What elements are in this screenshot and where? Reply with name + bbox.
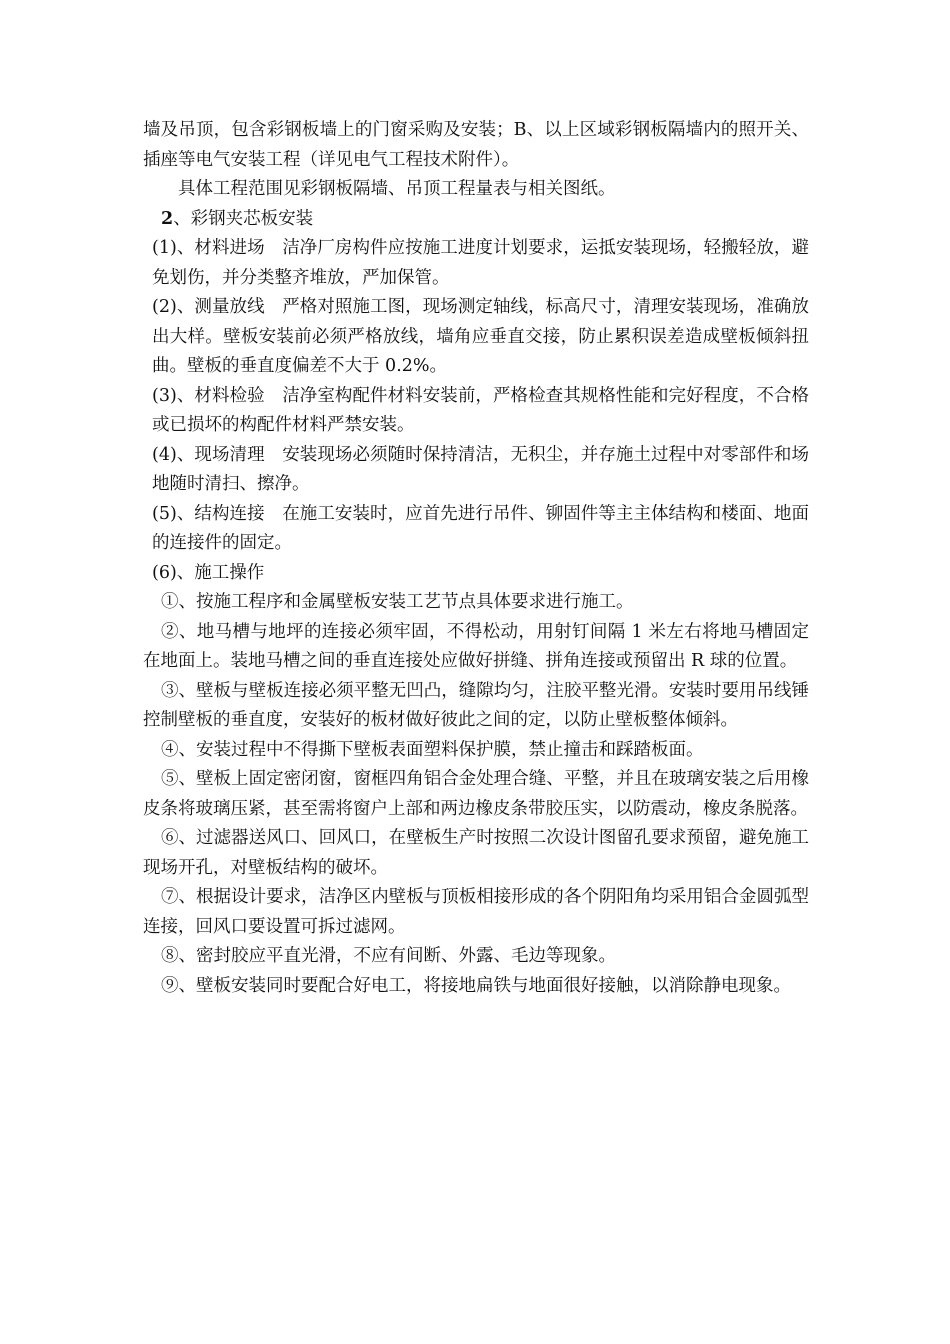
- paragraph-scope-reference: 具体工程范围见彩钢板隔墙、吊顶工程量表与相关图纸。: [178, 179, 616, 199]
- paragraph-construction-operation: (6)、施工操作: [152, 562, 265, 583]
- section-title: 、彩钢夹芯板安装: [173, 208, 314, 229]
- paragraph-survey-layout: (2)、测量放线 严格对照施工图，现场测定轴线，标高尺寸，清理安装现场，准确放出大样。壁板安装前必须严格放线，墙角应垂直交接，防止累积误差造成壁板倾斜扭曲。壁板的垂直度偏差不大于 0.2%。: [152, 297, 809, 376]
- list-item: ③、壁板与壁板连接必须平整无凹凸，缝隙均匀，注胶平整光滑。安装时要用吊线锤控制壁板的垂直度，安装好的板材做好彼此之间的定，以防止壁板整体倾斜。: [143, 680, 809, 730]
- paragraph-material-entry: (1)、材料进场 洁净厂房构件应按施工进度计划要求，运抵安装现场，轻搬轻放，避免划伤，并分类整齐堆放，严加保管。: [152, 238, 809, 288]
- list-item: ⑧、密封胶应平直光滑，不应有间断、外露、毛边等现象。: [161, 946, 616, 966]
- list-item: ④、安装过程中不得撕下壁板表面塑料保护膜，禁止撞击和踩踏板面。: [161, 739, 704, 760]
- list-item: ①、按施工程序和金属壁板安装工艺节点具体要求进行施工。: [161, 592, 634, 612]
- list-item: ⑨、壁板安装同时要配合好电工，将接地扁铁与地面很好接触，以消除静电现象。: [161, 975, 791, 996]
- paragraph-material-inspection: (3)、材料检验 洁净室构配件材料安装前，严格检查其规格性能和完好程度，不合格或已损坏的构配件材料严禁安装。: [152, 385, 809, 435]
- section-number: 2: [161, 208, 174, 229]
- paragraph-site-cleaning: (4)、现场清理 安装现场必须随时保持清洁，无积尘，并存施土过程中对零部件和场地随时清扫、擦净。: [152, 444, 809, 494]
- list-item: ⑤、壁板上固定密闭窗，窗框四角铝合金处理合缝、平整，并且在玻璃安装之后用橡皮条将玻璃压紧，甚至需将窗户上部和两边橡皮条带胶压实，以防震动，橡皮条脱落。: [143, 769, 809, 819]
- list-item: ②、地马槽与地坪的连接必须牢固，不得松动，用射钉间隔 1 米左右将地马槽固定在地面上。装地马槽之间的垂直连接处应做好拼缝、拼角连接或预留出 R 球的位置。: [143, 621, 809, 671]
- list-item: ⑦、根据设计要求，洁净区内壁板与顶板相接形成的各个阴阳角均采用铝合金圆弧型连接，回风口要设置可拆过滤网。: [143, 887, 809, 937]
- section-heading: [143, 205, 809, 235]
- paragraph-structural-connection: (5)、结构连接 在施工安装时，应首先进行吊件、铆固件等主主体结构和楼面、地面的连接件的固定。: [152, 503, 809, 553]
- list-item: ⑥、过滤器送风口、回风口，在壁板生产时按照二次设计图留孔要求预留，避免施工现场开孔，对壁板结构的破坏。: [143, 828, 809, 878]
- document-body: [143, 116, 809, 1001]
- paragraph-scope-continuation: 墙及吊顶，包含彩钢板墙上的门窗采购及安装；B、以上区域彩钢板隔墙内的照开关、插座等电气安装工程（详见电气工程技术附件）。: [143, 120, 809, 170]
